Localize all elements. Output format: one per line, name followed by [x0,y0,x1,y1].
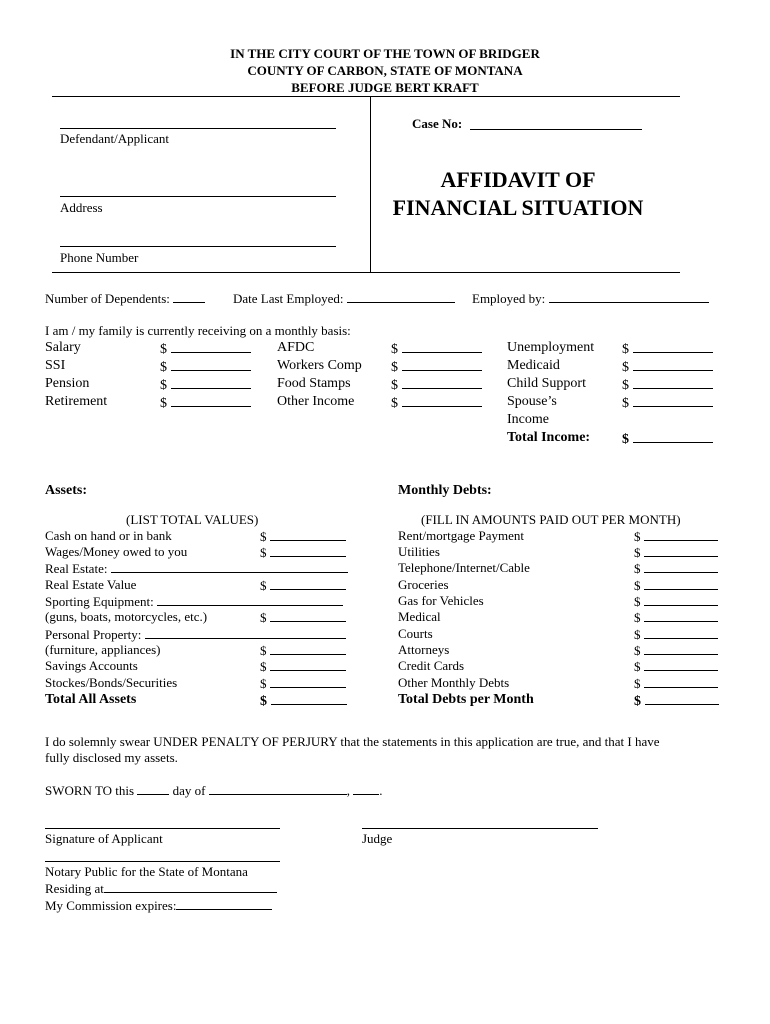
employed-by-input-line[interactable] [549,290,709,303]
oath-line-1: I do solemnly swear UNDER PENALTY OF PERJURY that the statements in this application are true, and that I have [45,734,660,749]
dependents-label: Number of Dependents: [45,291,170,306]
employed-by-field [472,290,709,307]
case-no-label: Case No: [412,116,463,131]
real-estate-input-line[interactable] [111,560,348,573]
income-amount-field[interactable]: $ [391,376,482,394]
debt-label: Gas for Vehicles [398,593,484,608]
residing-label: Residing at [45,881,104,896]
document-title-line-2: FINANCIAL SITUATION [392,195,644,220]
sworn-year-input-line[interactable] [353,782,379,795]
total-income-label: Total Income: [507,430,591,445]
sworn-comma: , [346,783,350,798]
address-input-line[interactable] [60,196,336,197]
income-label: Workers Comp [277,358,362,373]
income-amount-field[interactable]: $ [622,340,713,358]
phone-label: Phone Number [60,250,139,265]
debts-subheading: (FILL IN AMOUNTS PAID OUT PER MONTH) [421,512,681,527]
commission-input-line[interactable] [176,897,272,910]
date-employed-field [233,290,455,307]
asset-amount-field[interactable]: $ [260,528,346,545]
asset-label-with-line: Personal Property: [45,626,346,643]
asset-label: (guns, boats, motorcycles, etc.) [45,609,208,624]
sporting-equipment-input-line[interactable] [157,593,343,606]
defendant-input-line[interactable] [60,128,336,129]
debt-label: Medical [398,609,441,624]
income-label: Unemployment [507,340,595,355]
total-income-field[interactable]: $ [622,430,713,448]
debt-amount-field[interactable]: $ [634,577,718,594]
employed-by-label: Employed by: [472,291,546,306]
date-employed-input-line[interactable] [347,290,455,303]
income-amount-field[interactable]: $ [160,340,251,358]
debt-label: Attorneys [398,642,450,657]
income-label: SSI [45,358,66,373]
asset-label-with-line: Sporting Equipment: [45,593,343,610]
income-label: Other Income [277,394,355,409]
asset-label: Cash on hand or in bank [45,528,172,543]
debt-amount-field[interactable]: $ [634,593,718,610]
sworn-statement [45,782,382,799]
debt-label: Utilities [398,544,440,559]
caption-bottom-divider [52,272,680,273]
oath-line-2: fully disclosed my assets. [45,750,178,765]
sworn-day-of: day of [172,783,206,798]
dependents-field [45,290,205,307]
commission-field [45,897,272,914]
income-label: Pension [45,376,90,391]
asset-amount-field[interactable]: $ [260,609,346,626]
income-label-continued: Income [507,412,549,427]
defendant-label: Defendant/Applicant [60,131,170,146]
court-header-line-1: IN THE CITY COURT OF THE TOWN OF BRIDGER [230,46,540,61]
income-label: Medicaid [507,358,560,373]
residing-field [45,880,277,897]
asset-label: Savings Accounts [45,658,138,673]
applicant-signature-label: Signature of Applicant [45,831,163,846]
income-intro: I am / my family is currently receiving on a monthly basis: [45,323,351,338]
judge-signature-line[interactable] [362,828,598,829]
total-assets-field[interactable]: $ [260,692,347,710]
asset-label: Stockes/Bonds/Securities [45,675,178,690]
asset-amount-field[interactable]: $ [260,642,346,659]
total-debts-label: Total Debts per Month [398,692,534,707]
asset-label: (furniture, appliances) [45,642,161,657]
header-divider [52,96,680,97]
income-amount-field[interactable]: $ [160,394,251,412]
debt-label: Groceries [398,577,449,592]
income-amount-field[interactable]: $ [391,340,482,358]
document-title-line-1: AFFIDAVIT OF [440,167,596,192]
debt-label: Telephone/Internet/Cable [398,560,530,575]
asset-label: Wages/Money owed to you [45,544,188,559]
sworn-month-input-line[interactable] [209,782,347,795]
debt-label: Rent/mortgage Payment [398,528,525,543]
asset-label: Real Estate Value [45,577,137,592]
debt-label: Courts [398,626,433,641]
income-amount-field[interactable]: $ [160,376,251,394]
debt-amount-field[interactable]: $ [634,658,718,675]
income-label: Salary [45,340,81,355]
income-amount-field[interactable]: $ [391,358,482,376]
dependents-input-line[interactable] [173,290,205,303]
total-assets-label: Total All Assets [45,692,137,707]
judge-signature-label: Judge [362,831,393,846]
asset-label-with-line: Real Estate: [45,560,348,577]
asset-amount-field[interactable]: $ [260,675,346,692]
debt-label: Other Monthly Debts [398,675,510,690]
commission-label: My Commission expires: [45,898,177,913]
debt-amount-field[interactable]: $ [634,544,718,561]
income-amount-field[interactable]: $ [622,394,713,412]
applicant-signature-line[interactable] [45,828,280,829]
debt-amount-field[interactable]: $ [634,642,718,659]
debt-amount-field[interactable]: $ [634,560,718,577]
debt-label: Credit Cards [398,658,465,673]
income-amount-field[interactable]: $ [160,358,251,376]
sworn-prefix: SWORN TO this [45,783,135,798]
address-label: Address [60,200,103,215]
notary-signature-line[interactable] [45,861,280,862]
income-amount-field[interactable]: $ [622,376,713,394]
asset-amount-field[interactable]: $ [260,658,346,675]
court-header-line-3: BEFORE JUDGE BERT KRAFT [291,80,479,95]
notary-label: Notary Public for the State of Montana [45,864,248,879]
court-header-line-2: COUNTY OF CARBON, STATE OF MONTANA [247,63,523,78]
income-amount-field[interactable]: $ [622,358,713,376]
debt-amount-field[interactable]: $ [634,609,718,626]
personal-property-input-line[interactable] [145,626,346,639]
case-no-input-line[interactable] [470,129,642,130]
asset-amount-field[interactable]: $ [260,544,346,561]
debt-amount-field[interactable]: $ [634,626,718,643]
debt-amount-field[interactable]: $ [634,528,718,545]
income-label: AFDC [277,340,315,355]
sworn-day-input-line[interactable] [137,782,169,795]
assets-subheading: (LIST TOTAL VALUES) [126,512,259,527]
income-amount-field[interactable]: $ [391,394,482,412]
residing-input-line[interactable] [104,880,277,893]
phone-input-line[interactable] [60,246,336,247]
income-label: Spouse’s [507,394,557,409]
income-label: Food Stamps [277,376,351,391]
asset-amount-field[interactable]: $ [260,577,346,594]
debt-amount-field[interactable]: $ [634,675,718,692]
income-label: Retirement [45,394,108,409]
debts-heading: Monthly Debts: [398,483,492,498]
assets-heading: Assets: [45,483,87,498]
date-employed-label: Date Last Employed: [233,291,344,306]
income-label: Child Support [507,376,586,391]
sworn-period: . [379,783,383,798]
total-debts-field[interactable]: $ [634,692,719,710]
